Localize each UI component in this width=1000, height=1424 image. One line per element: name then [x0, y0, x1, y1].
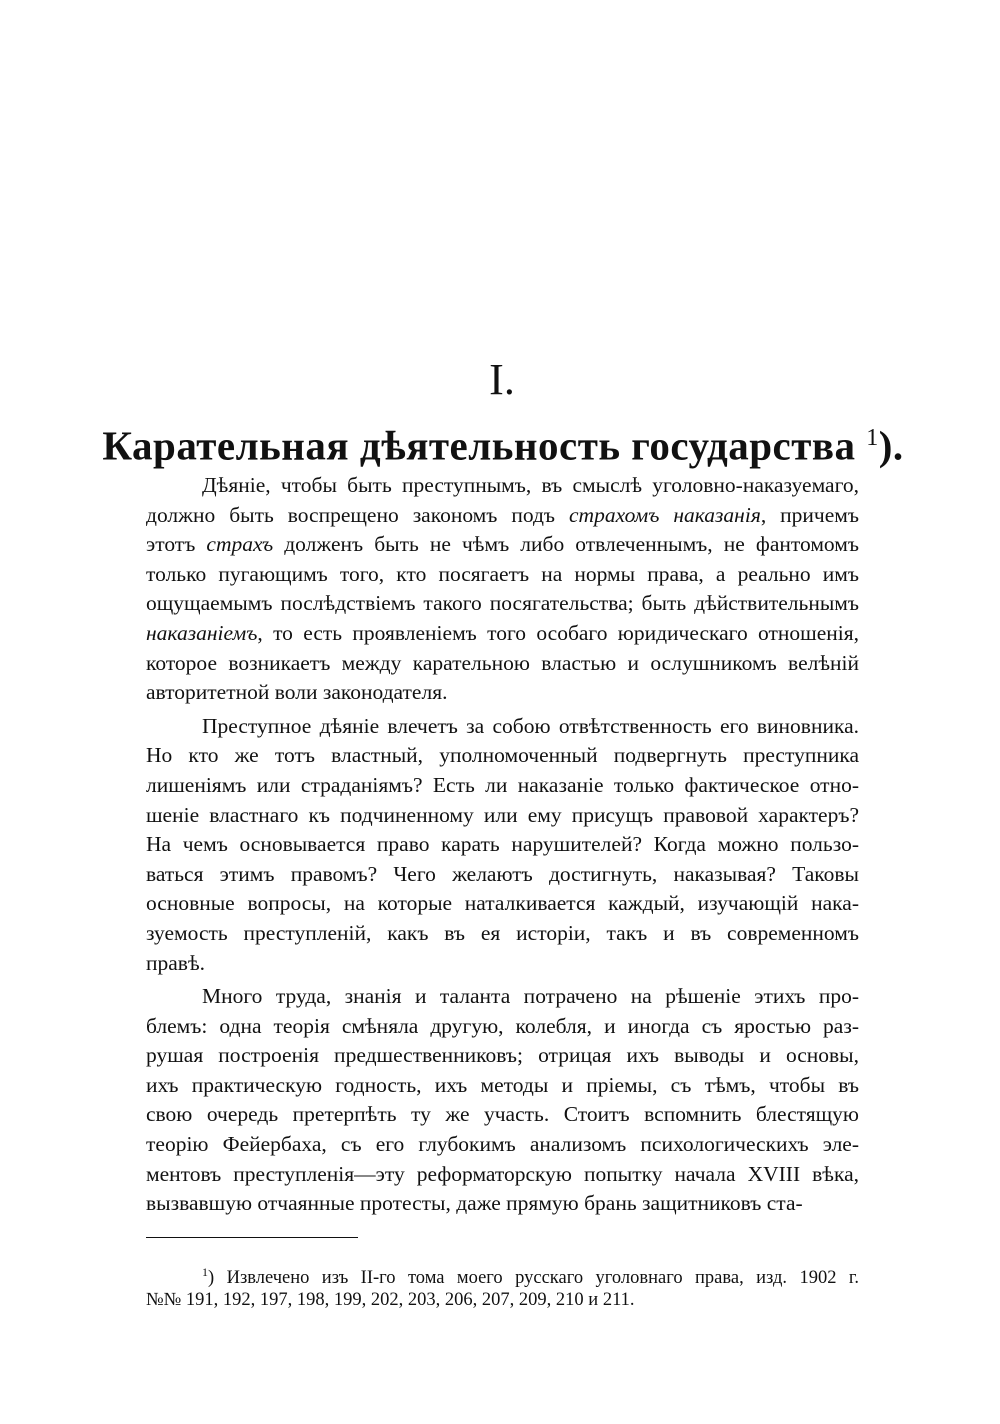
paragraph: [146, 712, 859, 978]
footnote: [146, 1258, 859, 1314]
text-line: [146, 860, 859, 890]
text-segment: правѣ.: [146, 950, 205, 975]
text-line: [146, 741, 859, 771]
text-segment: шеніе властнаго къ подчиненному или ему присущъ правовой характеръ?: [146, 802, 859, 827]
paragraph: [146, 982, 859, 1219]
text-segment: только пугающимъ того, кто посягаетъ на нормы права, а реально имъ: [146, 561, 859, 586]
text-segment: На чемъ основывается право карать нарушителей? Когда можно пользо-: [146, 832, 859, 857]
text-line: [146, 1041, 859, 1071]
text-segment: , причемъ: [760, 502, 860, 527]
text-segment: основные вопросы, на которые наталкивается каждый, изучающій нака-: [146, 891, 859, 916]
text-line: [146, 1012, 859, 1042]
body-text: [146, 471, 859, 1219]
text-segment: авторитетной воли законодателя.: [146, 680, 448, 705]
text-line: [146, 589, 859, 619]
footnote-reference-number: 1: [866, 425, 879, 451]
text-line: [146, 1100, 859, 1130]
footnote-divider: [146, 1237, 358, 1238]
chapter-number: I.: [489, 355, 515, 404]
footnote-reference: [866, 425, 879, 451]
text-line: [146, 530, 859, 560]
emphasized-text: страхъ: [206, 532, 274, 557]
text-segment: должно быть воспрещено закономъ подъ: [146, 502, 570, 527]
chapter-title-close: ).: [878, 422, 904, 469]
text-segment: теорію Фейербаха, съ его глубокимъ анализомъ психологическихъ эле-: [146, 1132, 859, 1157]
emphasized-text: наказаніемъ: [146, 620, 258, 645]
text-line: [146, 1071, 859, 1101]
footnote-line: [146, 1258, 859, 1289]
text-segment: долженъ быть не чѣмъ либо отвлеченнымъ, не фантомомъ: [273, 532, 859, 557]
text-line: [146, 649, 859, 679]
text-segment: Преступное дѣяніе влечетъ за собою отвѣтственность его виновника.: [202, 713, 859, 738]
paragraph: [146, 471, 859, 708]
text-line: [146, 501, 859, 531]
text-line: [146, 471, 859, 501]
text-segment: ихъ практическую годность, ихъ методы и пріемы, съ тѣмъ, чтобы въ: [146, 1072, 859, 1097]
text-segment: этотъ: [146, 532, 207, 557]
text-segment: лишеніямъ или страданіямъ? Есть ли наказаніе только фактическое отно-: [146, 772, 859, 797]
text-segment: которое возникаетъ между карательною властью и ослушникомъ велѣній: [146, 650, 859, 675]
text-line: [146, 1160, 859, 1190]
text-line: [146, 619, 859, 649]
footnote-line: №№ 191, 192, 197, 198, 199, 202, 203, 206, 207, 209, 210 и 211.: [146, 1290, 635, 1310]
text-segment: блемъ: одна теорія смѣняла другую, колебля, и иногда съ яростью раз-: [146, 1013, 859, 1038]
text-line: [146, 919, 859, 949]
text-segment: ментовъ преступленія—эту реформаторскую попытку начала XVIII вѣка,: [146, 1161, 859, 1186]
text-segment: Но кто же тотъ властный, уполномоченный подвергнуть преступника: [146, 743, 859, 768]
text-line: [146, 949, 859, 979]
text-line: [146, 1130, 859, 1160]
text-segment: Дѣяніе, чтобы быть преступнымъ, въ смыслѣ уголовно-наказуемаго,: [202, 473, 859, 497]
text-line: [146, 712, 859, 742]
text-line: [146, 982, 859, 1012]
text-line: [146, 1189, 859, 1219]
emphasized-text: страхомъ наказанія: [569, 502, 761, 527]
text-segment: Много труда, знанія и таланта потрачено на рѣшеніе этихъ про-: [202, 984, 859, 1009]
footnote-text: ) Извлечено изъ II-го тома моего русскаго уголовнаго права, изд. 1902 г.: [208, 1268, 859, 1289]
text-segment: свою очередь претерпѣть ту же участь. Стоитъ вспомнить блестящую: [146, 1102, 859, 1127]
text-segment: зуемость преступленій, какъ въ ея исторіи, такъ и въ современномъ: [146, 920, 859, 945]
text-line: [146, 560, 859, 590]
text-line: [146, 678, 859, 708]
text-segment: рушая построенія предшественниковъ; отрицая ихъ выводы и основы,: [146, 1043, 859, 1068]
text-line: [146, 889, 859, 919]
text-segment: вызвавшую отчаянные протесты, даже прямую брань защитниковъ ста-: [146, 1191, 803, 1216]
chapter-title: [0, 410, 1000, 474]
text-line: [146, 830, 859, 860]
text-line: [146, 801, 859, 831]
text-segment: ваться этимъ правомъ? Чего желаютъ достигнуть, наказывая? Таковы: [146, 861, 859, 886]
footnote-marker: 1: [202, 1265, 208, 1279]
text-segment: ощущаемымъ послѣдствіемъ такого посягательства; быть дѣйствительнымъ: [146, 591, 859, 616]
text-line: [146, 771, 859, 801]
chapter-title-text: Карательная дѣятельность государства: [102, 422, 856, 469]
text-segment: , то есть проявленіемъ того особаго юридическаго отношенія,: [257, 620, 859, 645]
